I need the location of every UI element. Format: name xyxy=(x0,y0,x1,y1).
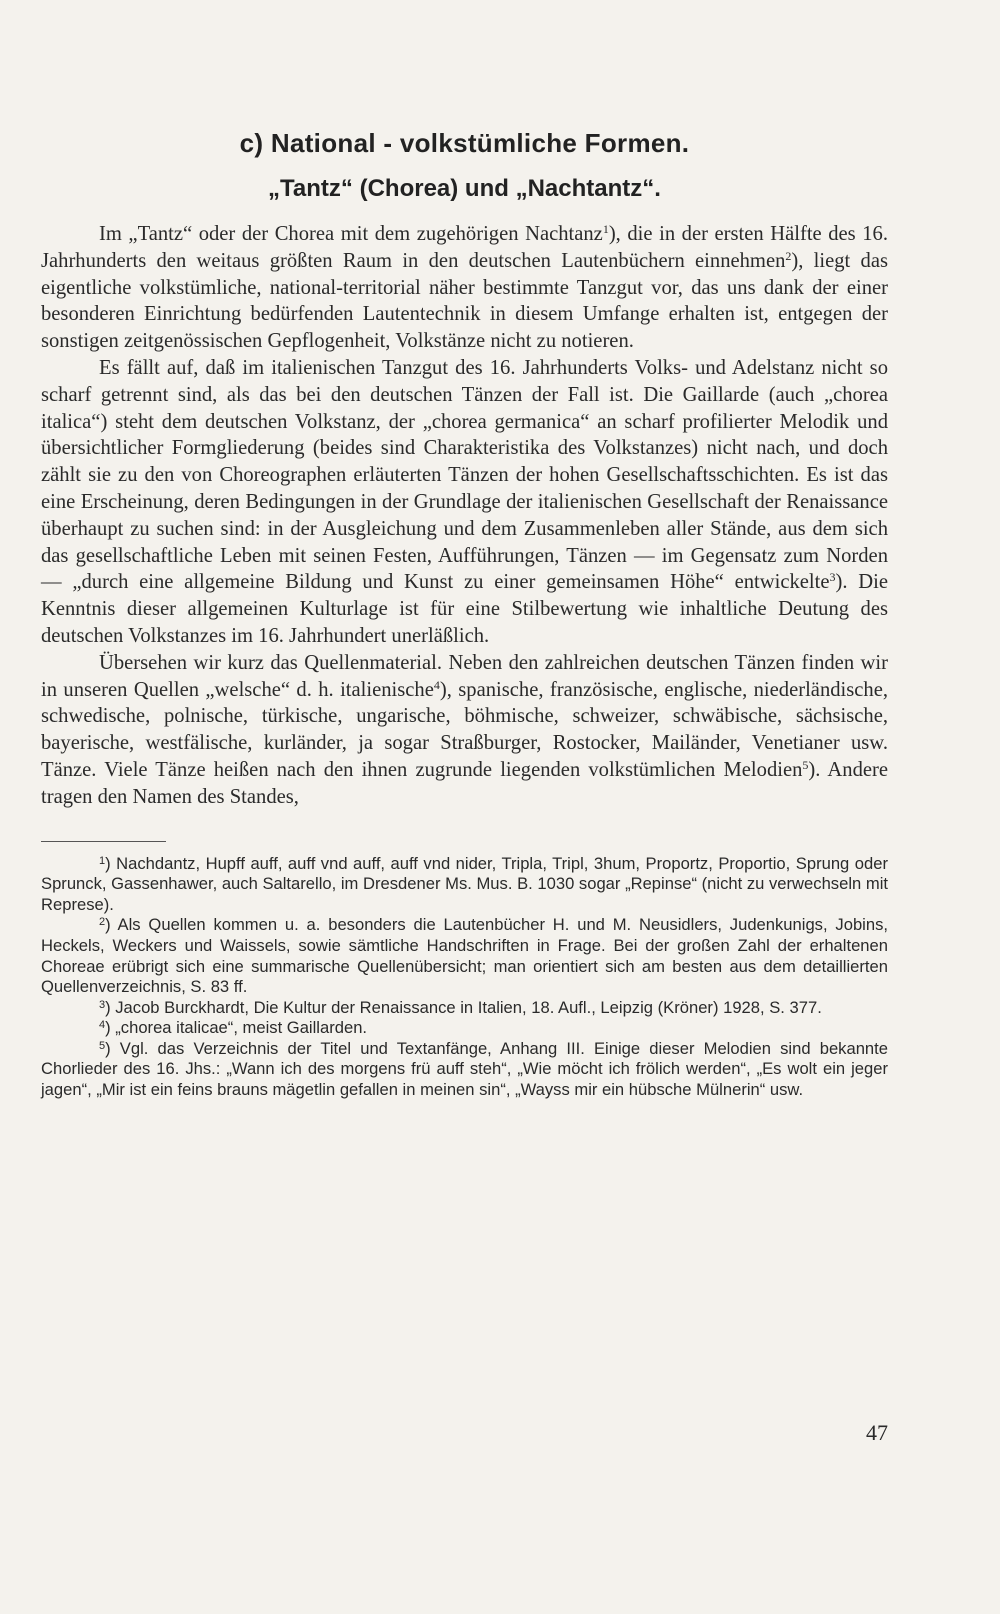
footnote-divider xyxy=(41,841,166,842)
footnote-3 xyxy=(41,998,888,1019)
paragraph-3-text-c: ). Andere tragen den Namen des Standes, xyxy=(41,758,889,808)
footnote-3-mark: 3 xyxy=(99,998,106,1011)
footnotes xyxy=(41,854,888,1101)
footnote-ref-4: 4 xyxy=(433,677,440,692)
paragraph-1 xyxy=(41,221,888,355)
footnote-2-text: ) Als Quellen kommen u. a. besonders die Lautenbücher H. und M. Neusidlers, Judenkunigs, Jobins, Heckels, Weckers und Waissels, sowie sämtliche Handschriften in Frage. Bei der großen Zahl der erhaltenen Choreae erübrigt sich eine summarische Quellenübersicht; man orientiert sich am besten aus dem detaillierten Quellenverzeichnis, S. 83 ff. xyxy=(41,915,888,997)
paragraph-3-text-a: Übersehen wir kurz das Quellenmaterial. Neben den zahlreichen deutschen Tänzen finden wir in unseren Quellen „welsche“ d. h. italienische xyxy=(41,651,888,701)
paragraph-2-text-b: ). Die Kenntnis dieser allgemeinen Kulturlage ist für eine Stilbewertung wie inhaltliche Deutung des deutschen Volkstanzes im 16. Jahrhundert unerläßlich. xyxy=(41,571,888,647)
footnote-ref-3: 3 xyxy=(829,570,836,585)
footnote-3-text: ) Jacob Burckhardt, Die Kultur der Renaissance in Italien, 18. Aufl., Leipzig (Kröner) 1928, S. 377. xyxy=(105,997,822,1017)
footnote-4 xyxy=(41,1018,888,1039)
page-content xyxy=(41,128,888,1101)
footnote-ref-2: 2 xyxy=(785,248,792,263)
footnote-1 xyxy=(41,854,888,916)
paragraph-1-text-a: Im „Tantz“ oder der Chorea mit dem zugehörigen Nachtanz xyxy=(99,223,603,245)
footnote-2 xyxy=(41,915,888,997)
subsection-heading: „Tantz“ (Chorea) und „Nachtantz“. xyxy=(268,175,661,202)
footnote-5-mark: 5 xyxy=(99,1039,106,1052)
footnote-1-text: ) Nachdantz, Hupff auff, auff vnd auff, auff vnd nider, Tripla, Tripl, 3hum, Proportz, Proportio, Sprung oder Sprunck, Gassenhawer, auch Saltarello, im Dresdener Ms. Mus. B. 1030 sogar „Repinse“ (nicht zu verwechseln mit Represe). xyxy=(41,853,888,914)
paragraph-3 xyxy=(41,650,888,811)
footnote-5-text: ) Vgl. das Verzeichnis der Titel und Textanfänge, Anhang III. Einige dieser Melodien sind bekannte Chorlieder des 16. Jhs.: „Wann ich des morgens frü auff steh“, „Wie möcht ich frölich werden“, „Es wolt ein jeger jagen“, „Mir ist ein feins brauns mägetlin gefallen in meinen sin“, „Wayss mir ein hübsche Mülnerin“ usw. xyxy=(41,1038,888,1100)
footnote-4-mark: 4 xyxy=(99,1019,106,1032)
footnote-2-mark: 2 xyxy=(99,916,106,929)
paragraph-2-text-a: Es fällt auf, daß im italienischen Tanzgut des 16. Jahrhunderts Volks- und Adelstanz nicht so scharf getrennt sind, als das bei den deutschen Tänzen der Fall ist. Die Gaillarde (auch „chorea italica“) steht dem deutschen Volkstanz, der „chorea germanica“ an scharf profilierter Melodik und übersichtlicher Formgliederung (beides sind Charakteristika des Volkstanzes) nicht nach, und doch zählt sie zu den von Choreographen erläuterten Tänzen der hohen Gesellschaftsschichten. Es ist das eine Erscheinung, deren Bedingungen in der Grundlage der italienischen Gesellschaft der Renaissance überhaupt zu suchen sind: in der Ausgleichung und dem Zusammenleben aller Stände, aus dem sich das gesellschaftliche Leben mit seinen Festen, Aufführungen, Tänzen — im Gegensatz zum Norden — „durch eine allgemeine Bildung und Kunst zu einer gemeinsamen Höhe“ entwickelte xyxy=(41,356,888,594)
footnote-ref-1: 1 xyxy=(602,222,609,236)
paragraph-3-text-b: ), spanische, französische, englische, niederländische, schwedische, polnische, türkische, ungarische, böhmische, schweizer, schwäbische, sächsische, bayerische, westfälische, kurländer, ja sogar Straßburger, Rostocker, Mailänder, Venetianer usw. Tänze. Viele Tänze heißen nach den ihnen zugrunde liegenden volkstümlichen Melodien xyxy=(41,678,889,781)
paragraph-1-text-c: ), liegt das eigentliche volkstümliche, national-territorial näher bestimmte Tanzgut vor, das uns dank der einer besonderen Einrichtung bedürfenden Lautentechnik in diesem Umfange erhalten ist, entgegen der sonstigen zeitgenössischen Gepflogenheit, Volkstänze nicht zu notieren. xyxy=(41,249,888,353)
section-heading: c) National - volkstümliche Formen. xyxy=(239,128,690,158)
page-number: 47 xyxy=(866,1420,888,1445)
paragraph-2 xyxy=(41,355,888,650)
footnote-4-text: ) „chorea italicae“, meist Gaillarden. xyxy=(105,1018,368,1038)
paragraph-1-text-b: ), die in der ersten Hälfte des 16. Jahrhunderts den weitaus größten Raum in den deutschen Lautenbüchern einnehmen xyxy=(41,223,888,272)
footnote-1-mark: 1 xyxy=(99,854,106,867)
footnote-5 xyxy=(41,1039,888,1101)
footnote-ref-5: 5 xyxy=(802,757,809,772)
